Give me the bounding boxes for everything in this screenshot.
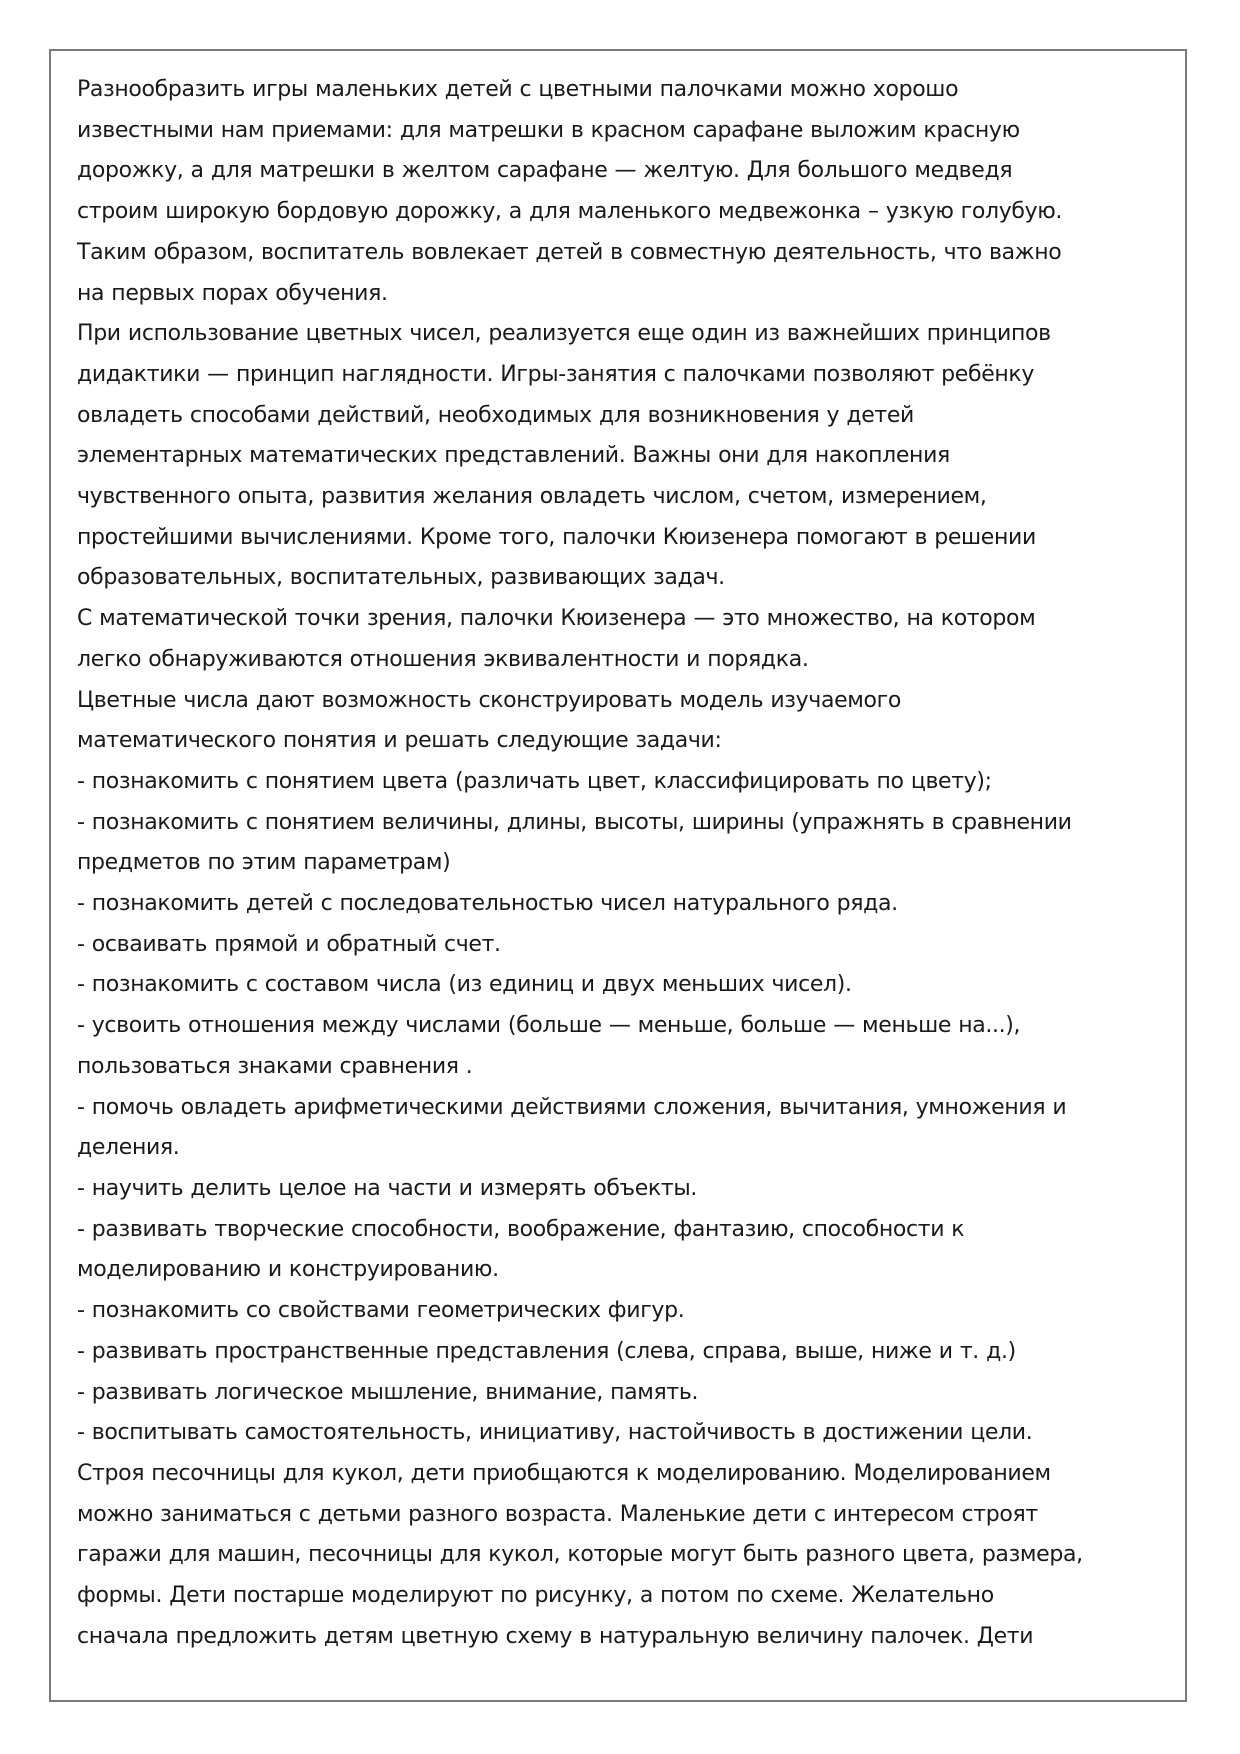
list-item: - усвоить отношения между числами (больше — меньше, больше — меньше на...), xyxy=(77,1013,1021,1039)
text-line: строим широкую бордовую дорожку, а для маленького медвежонка – узкую голубую. xyxy=(77,199,1063,225)
list-item: моделированию и конструированию. xyxy=(77,1257,499,1283)
text-line: дорожку, а для матрешки в желтом сарафане — желтую. Для большого медведя xyxy=(77,158,1013,184)
text-line: легко обнаруживаются отношения эквивалентности и порядка. xyxy=(77,646,809,672)
list-item: - осваивать прямой и обратный счет. xyxy=(77,931,501,957)
text-line: гаражи для машин, песочницы для кукол, которые могут быть разного цвета, размера, xyxy=(77,1542,1083,1568)
list-item: - научить делить целое на части и измерять объекты. xyxy=(77,1175,697,1201)
text-line: Строя песочницы для кукол, дети приобщаются к моделированию. Моделированием xyxy=(77,1460,1051,1486)
text-line: на первых порах обучения. xyxy=(77,280,388,306)
text-line: элементарных математических представлений. Важны они для накопления xyxy=(77,443,950,469)
text-line: С математической точки зрения, палочки Кюизенера — это множество, на котором xyxy=(77,606,1036,632)
list-item: пользоваться знаками сравнения . xyxy=(77,1053,473,1079)
text-line: дидактики — принцип наглядности. Игры-занятия с палочками позволяют ребёнку xyxy=(77,361,1035,387)
list-item: - познакомить с составом числа (из единиц и двух меньших чисел). xyxy=(77,972,852,998)
list-item: - развивать логическое мышление, внимание, память. xyxy=(77,1379,699,1405)
document-body xyxy=(77,70,1167,1657)
text-line: формы. Дети постарше моделируют по рисунку, а потом по схеме. Желательно xyxy=(77,1583,994,1609)
list-item: - познакомить с понятием величины, длины, высоты, ширины (упражнять в сравнении xyxy=(77,809,1072,835)
text-line: При использование цветных чисел, реализуется еще один из важнейших принципов xyxy=(77,321,1051,347)
list-item: - воспитывать самостоятельность, инициативу, настойчивость в достижении цели. xyxy=(77,1420,1033,1446)
text-line: Цветные числа дают возможность сконструировать модель изучаемого xyxy=(77,687,901,713)
text-line: простейшими вычислениями. Кроме того, палочки Кюизенера помогают в решении xyxy=(77,524,1036,550)
page-frame xyxy=(49,49,1187,1702)
text-line: Разнообразить игры маленьких детей с цветными палочками можно хорошо xyxy=(77,77,959,102)
list-item: - развивать творческие способности, воображение, фантазию, способности к xyxy=(77,1216,965,1242)
text-line: сначала предложить детям цветную схему в натуральную величину палочек. Дети xyxy=(77,1623,1034,1649)
list-item: - познакомить детей с последовательностью чисел натурального ряда. xyxy=(77,891,898,917)
text-line: чувственного опыта, развития желания овладеть числом, счетом, измерением, xyxy=(77,484,987,510)
list-item: - развивать пространственные представления (слева, справа, выше, ниже и т. д.) xyxy=(77,1338,1016,1364)
text-line: можно заниматься с детьми разного возраста. Маленькие дети с интересом строят xyxy=(77,1501,1038,1527)
text-line: образовательных, воспитательных, развивающих задач. xyxy=(77,565,725,591)
text-line: известными нам приемами: для матрешки в красном сарафане выложим красную xyxy=(77,117,1020,143)
list-item: - познакомить со свойствами геометрических фигур. xyxy=(77,1298,685,1324)
list-item: деления. xyxy=(77,1135,180,1161)
text-line: математического понятия и решать следующие задачи: xyxy=(77,728,722,754)
list-item: предметов по этим параметрам) xyxy=(77,850,451,876)
list-item: - познакомить с понятием цвета (различать цвет, классифицировать по цвету); xyxy=(77,768,992,794)
text-line: овладеть способами действий, необходимых для возникновения у детей xyxy=(77,402,914,428)
text-line: Таким образом, воспитатель вовлекает детей в совместную деятельность, что важно xyxy=(77,239,1062,265)
list-item: - помочь овладеть арифметическими действиями сложения, вычитания, умножения и xyxy=(77,1094,1067,1120)
